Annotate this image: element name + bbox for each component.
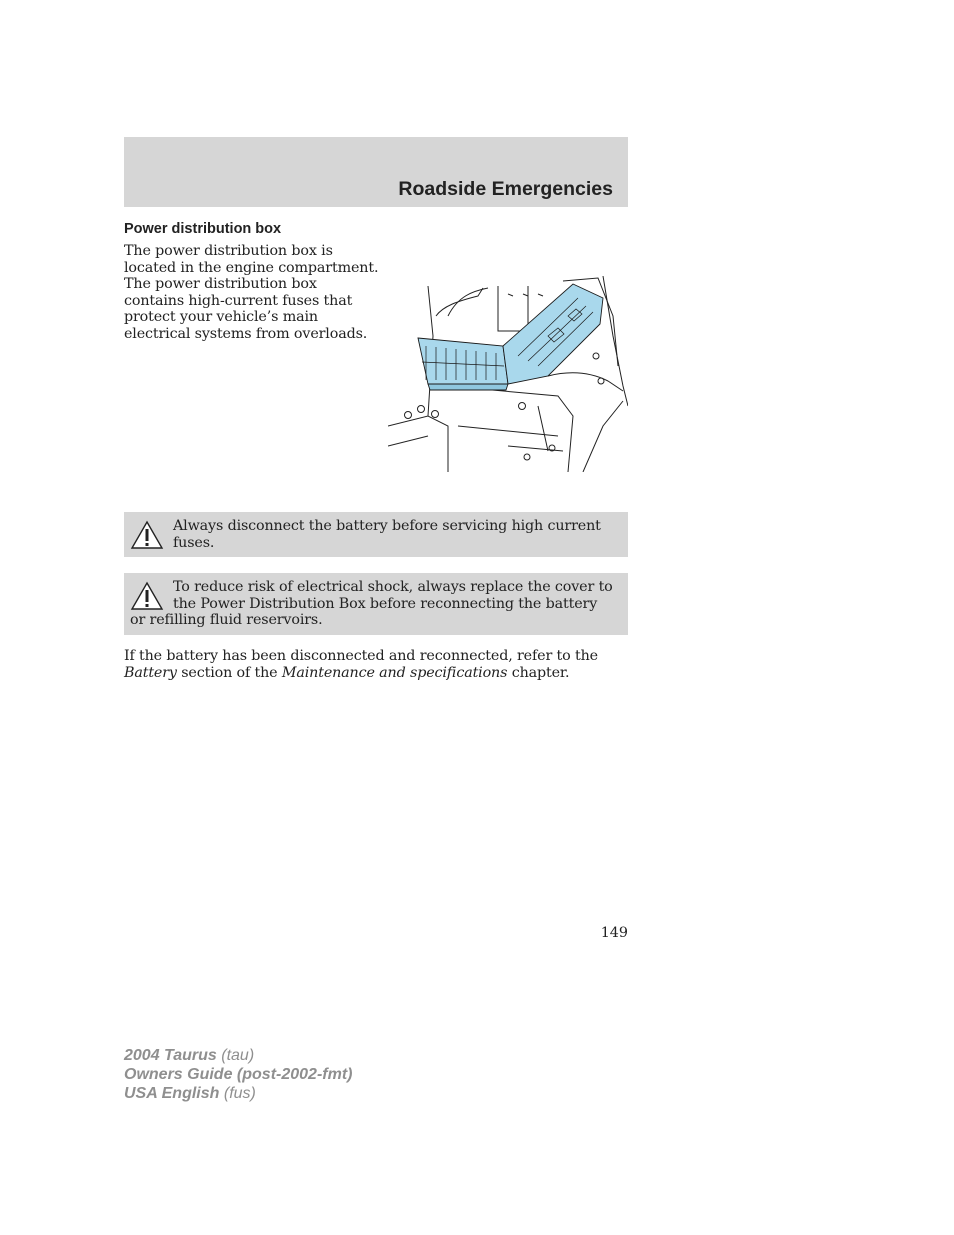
footer-language-code: (fus) xyxy=(223,1085,256,1102)
power-distribution-box-illustration xyxy=(388,276,628,472)
footer-line-1 xyxy=(124,1046,352,1065)
warning-triangle-icon xyxy=(130,520,164,550)
warning-triangle-icon xyxy=(130,581,164,611)
warning-box-battery xyxy=(124,512,628,557)
footer-language: USA English xyxy=(124,1085,220,1102)
chapter-reference: Maintenance and specifications xyxy=(281,664,508,681)
warning-box-shock xyxy=(124,573,628,635)
footer-line-3 xyxy=(124,1084,352,1103)
footer-guide: Owners Guide (post-2002-fmt) xyxy=(124,1066,353,1083)
footer-model: 2004 Taurus xyxy=(124,1047,217,1064)
page-title: Roadside Emergencies xyxy=(398,178,613,200)
intro-paragraph: The power distribution box is located in the engine compartment. The power distribution box contains high-current fuses that protect your vehicle’s main electrical systems from overloads. xyxy=(124,243,379,342)
footer-model-code: (tau) xyxy=(221,1047,255,1064)
body-text: section of the xyxy=(176,664,282,681)
body-text: chapter. xyxy=(507,664,570,681)
warning-text: To reduce risk of electrical shock, always replace the cover to the Power Distribution Box before reconnecting the battery or refilling fluid reservoirs. xyxy=(130,579,613,628)
header-band xyxy=(124,137,628,207)
body-text: If the battery has been disconnected and reconnected, refer to the xyxy=(124,648,598,664)
footer xyxy=(124,1046,352,1103)
battery-reference-paragraph xyxy=(124,648,628,681)
page-number: 149 xyxy=(600,925,628,941)
footer-line-2 xyxy=(124,1065,352,1084)
battery-reference: Battery xyxy=(124,664,177,681)
warning-text: Always disconnect the battery before servicing high current fuses. xyxy=(173,518,601,551)
section-title: Power distribution box xyxy=(124,221,282,237)
